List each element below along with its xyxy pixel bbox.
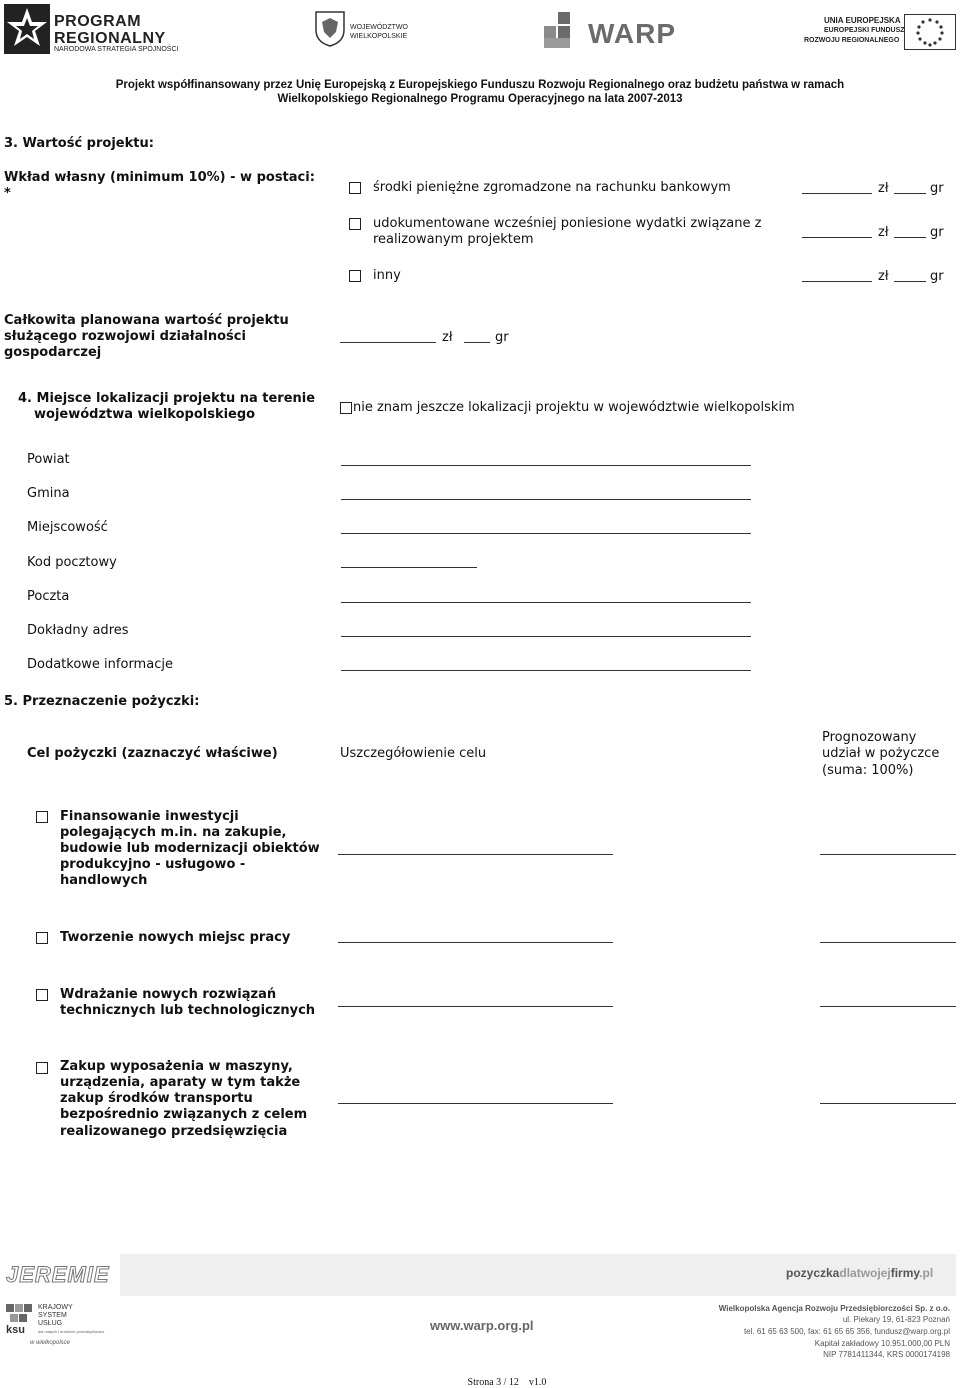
- wojewodztwo-line1: WOJEWÓDZTWO: [350, 24, 408, 31]
- eu-line2: EUROPEJSKI FUNDUSZ: [824, 27, 905, 34]
- agency-line1: Wielkopolska Agencja Rozwoju Przedsiębiorczości Sp. z o.o.: [718, 1304, 950, 1313]
- documented-gr-unit: gr: [930, 225, 944, 240]
- pozyczka-part3: firmy: [890, 1266, 920, 1280]
- field-label-miejscowosc: Miejscowość: [27, 520, 108, 535]
- eu-logo: [804, 14, 956, 50]
- documented-zl-unit: zł: [878, 225, 889, 240]
- logo-program-line3: NARODOWA STRATEGIA SPÓJNOŚCI: [54, 46, 179, 53]
- logo-program-line1: PROGRAM: [54, 13, 142, 30]
- wojewodztwo-line2: WIELKOPOLSKIE: [350, 33, 408, 40]
- other-zl-unit: zł: [878, 269, 889, 284]
- goal-equipment-line3: zakup środków transportu: [60, 1091, 253, 1106]
- goal-investment-line5: handlowych: [60, 873, 148, 888]
- poczta-input[interactable]: [341, 602, 751, 603]
- wojewodztwo-logo: [314, 10, 424, 54]
- ksu-line5: w wielkopolsce: [30, 1340, 71, 1346]
- goal-investment-line2: polegających m.in. na zakupie,: [60, 825, 287, 840]
- own-contribution-asterisk: *: [4, 186, 11, 201]
- location-unknown-label: nie znam jeszcze lokalizacji projektu w województwie wielkopolskim: [353, 400, 795, 415]
- col-header-share-line1: Prognozowany: [822, 730, 917, 745]
- checkbox-goal-equipment[interactable]: [36, 1062, 48, 1074]
- ksu-line2: SYSTEM: [38, 1312, 67, 1319]
- checkbox-documented-expenses[interactable]: [349, 218, 361, 230]
- ksu-abbr: ksu: [6, 1324, 25, 1336]
- goal-investment-line3: budowie lub modernizacji obiektów: [60, 841, 320, 856]
- page-number: Strona 3 / 12 v1.0: [467, 1377, 547, 1388]
- ksu-squares-icon: [6, 1304, 32, 1324]
- pozyczka-logo: [786, 1266, 933, 1280]
- field-label-kod-pocztowy: Kod pocztowy: [27, 555, 117, 570]
- goal-investment-share-input[interactable]: [820, 854, 956, 855]
- goal-investment-details-input[interactable]: [338, 854, 613, 855]
- col-header-goal: Cel pożyczki (zaznaczyć właściwe): [27, 746, 278, 761]
- field-label-powiat: Powiat: [27, 452, 70, 467]
- checkbox-goal-jobs[interactable]: [36, 932, 48, 944]
- field-label-poczta: Poczta: [27, 589, 70, 604]
- checkbox-goal-technology[interactable]: [36, 989, 48, 1001]
- section4-title-line1: 4. Miejsce lokalizacji projektu na terenie: [18, 391, 316, 406]
- warp-logo: [544, 12, 674, 50]
- warp-squares-icon: [544, 12, 584, 50]
- ksu-line3: USŁUG: [38, 1320, 63, 1327]
- section4-title-line2: województwa wielkopolskiego: [34, 407, 256, 422]
- checkbox-other[interactable]: [349, 270, 361, 282]
- other-gr-field[interactable]: [894, 281, 926, 282]
- warp-text: WARP: [588, 18, 676, 49]
- cash-zl-unit: zł: [878, 181, 889, 196]
- jeremie-logo: JEREMIE: [6, 1262, 110, 1287]
- goal-technology-share-input[interactable]: [820, 1006, 956, 1007]
- agency-line2: ul. Piekary 19, 61-823 Poznań: [842, 1315, 950, 1324]
- col-header-share-line2: udział w pożyczce: [822, 746, 940, 761]
- option-cash-label: środki pieniężne zgromadzone na rachunku bankowym: [373, 180, 731, 195]
- other-zl-field[interactable]: [802, 281, 872, 282]
- eu-line1: UNIA EUROPEJSKA: [824, 16, 901, 25]
- field-label-dodatkowe-informacje: Dodatkowe informacje: [27, 657, 173, 672]
- agency-line5: NIP 7781411344, KRS 0000174198: [823, 1350, 950, 1359]
- pozyczka-part1: pozyczka: [786, 1266, 840, 1280]
- other-gr-unit: gr: [930, 269, 944, 284]
- powiat-input[interactable]: [341, 465, 751, 466]
- col-header-share-line3: (suma: 100%): [822, 763, 914, 778]
- coat-of-arms-icon: [314, 10, 346, 48]
- option-other-label: inny: [373, 268, 401, 283]
- total-gr-field[interactable]: [464, 342, 490, 343]
- star-logo-icon: [4, 4, 50, 54]
- total-value-line3: gospodarczej: [4, 345, 102, 360]
- goal-jobs-details-input[interactable]: [338, 942, 613, 943]
- agency-line4: Kapitał zakładowy 10.951.000,00 PLN: [814, 1339, 950, 1348]
- goal-jobs-share-input[interactable]: [820, 942, 956, 943]
- dodatkowe-informacje-input[interactable]: [341, 670, 751, 671]
- section3-title: 3. Wartość projektu:: [4, 136, 154, 151]
- own-contribution-label: Wkład własny (minimum 10%) - w postaci:: [4, 170, 315, 185]
- goal-jobs-line1: Tworzenie nowych miejsc pracy: [60, 930, 291, 945]
- dokladny-adres-input[interactable]: [341, 636, 751, 637]
- total-gr-unit: gr: [495, 330, 509, 345]
- goal-equipment-line4: bezpośrednio związanych z celem: [60, 1107, 308, 1122]
- cofinance-line1: Projekt współfinansowany przez Unię Europejską z Europejskiego Funduszu Rozwoju Regionalnego oraz budżetu państwa w ramach: [115, 79, 845, 91]
- field-label-dokladny-adres: Dokładny adres: [27, 623, 129, 638]
- total-zl-field[interactable]: [340, 342, 436, 343]
- cash-zl-field[interactable]: [802, 193, 872, 194]
- goal-equipment-share-input[interactable]: [820, 1103, 956, 1104]
- gmina-input[interactable]: [341, 499, 751, 500]
- ksu-logo: [6, 1304, 116, 1352]
- total-zl-unit: zł: [442, 330, 453, 345]
- ksu-line4: dla małych i średnich przedsiębiorstw: [38, 1329, 105, 1334]
- goal-technology-line1: Wdrażanie nowych rozwiązań: [60, 987, 277, 1002]
- checkbox-goal-investment[interactable]: [36, 811, 48, 823]
- goal-investment-line4: produkcyjno - usługowo -: [60, 857, 246, 872]
- eu-flag-icon: [904, 14, 956, 50]
- pozyczka-part2: dlatwojej: [839, 1266, 891, 1280]
- pozyczka-part4: .pl: [919, 1266, 934, 1280]
- total-value-line2: służącego rozwojowi działalności: [4, 329, 246, 344]
- logo-program-line2: REGIONALNY: [54, 30, 166, 47]
- ksu-line1: KRAJOWY: [38, 1304, 73, 1311]
- program-regionalny-logo: [4, 4, 184, 56]
- agency-line3: tel. 61 65 63 500, fax: 61 65 65 356, fundusz@warp.org.pl: [743, 1327, 950, 1336]
- goal-equipment-line2: urządzenia, aparaty w tym także: [60, 1075, 301, 1090]
- goal-equipment-details-input[interactable]: [338, 1103, 613, 1104]
- kod-pocztowy-input[interactable]: [341, 567, 477, 568]
- col-header-details: Uszczegółowienie celu: [340, 746, 487, 761]
- goal-technology-line2: technicznych lub technologicznych: [60, 1003, 316, 1018]
- goal-equipment-line1: Zakup wyposażenia w maszyny,: [60, 1059, 293, 1074]
- section5-title: 5. Przeznaczenie pożyczki:: [4, 694, 200, 709]
- option-documented-line1: udokumentowane wcześniej poniesione wydatki związane z: [373, 216, 762, 231]
- website-link[interactable]: www.warp.org.pl: [430, 1318, 534, 1333]
- goal-technology-details-input[interactable]: [338, 1006, 613, 1007]
- option-documented-line2: realizowanym projektem: [373, 232, 534, 247]
- goal-equipment-line5: realizowanego przedsięwzięcia: [60, 1124, 288, 1139]
- cash-gr-field[interactable]: [894, 193, 926, 194]
- checkbox-location-unknown[interactable]: [340, 402, 352, 414]
- cofinance-line2: Wielkopolskiego Regionalnego Programu Operacyjnego na lata 2007-2013: [277, 93, 683, 105]
- eu-line3: ROZWOJU REGIONALNEGO: [804, 37, 900, 44]
- total-value-line1: Całkowita planowana wartość projektu: [4, 313, 289, 328]
- goal-investment-line1: Finansowanie inwestycji: [60, 809, 239, 824]
- documented-gr-field[interactable]: [894, 237, 926, 238]
- checkbox-cash[interactable]: [349, 182, 361, 194]
- field-label-gmina: Gmina: [27, 486, 70, 501]
- miejscowosc-input[interactable]: [341, 533, 751, 534]
- documented-zl-field[interactable]: [802, 237, 872, 238]
- cash-gr-unit: gr: [930, 181, 944, 196]
